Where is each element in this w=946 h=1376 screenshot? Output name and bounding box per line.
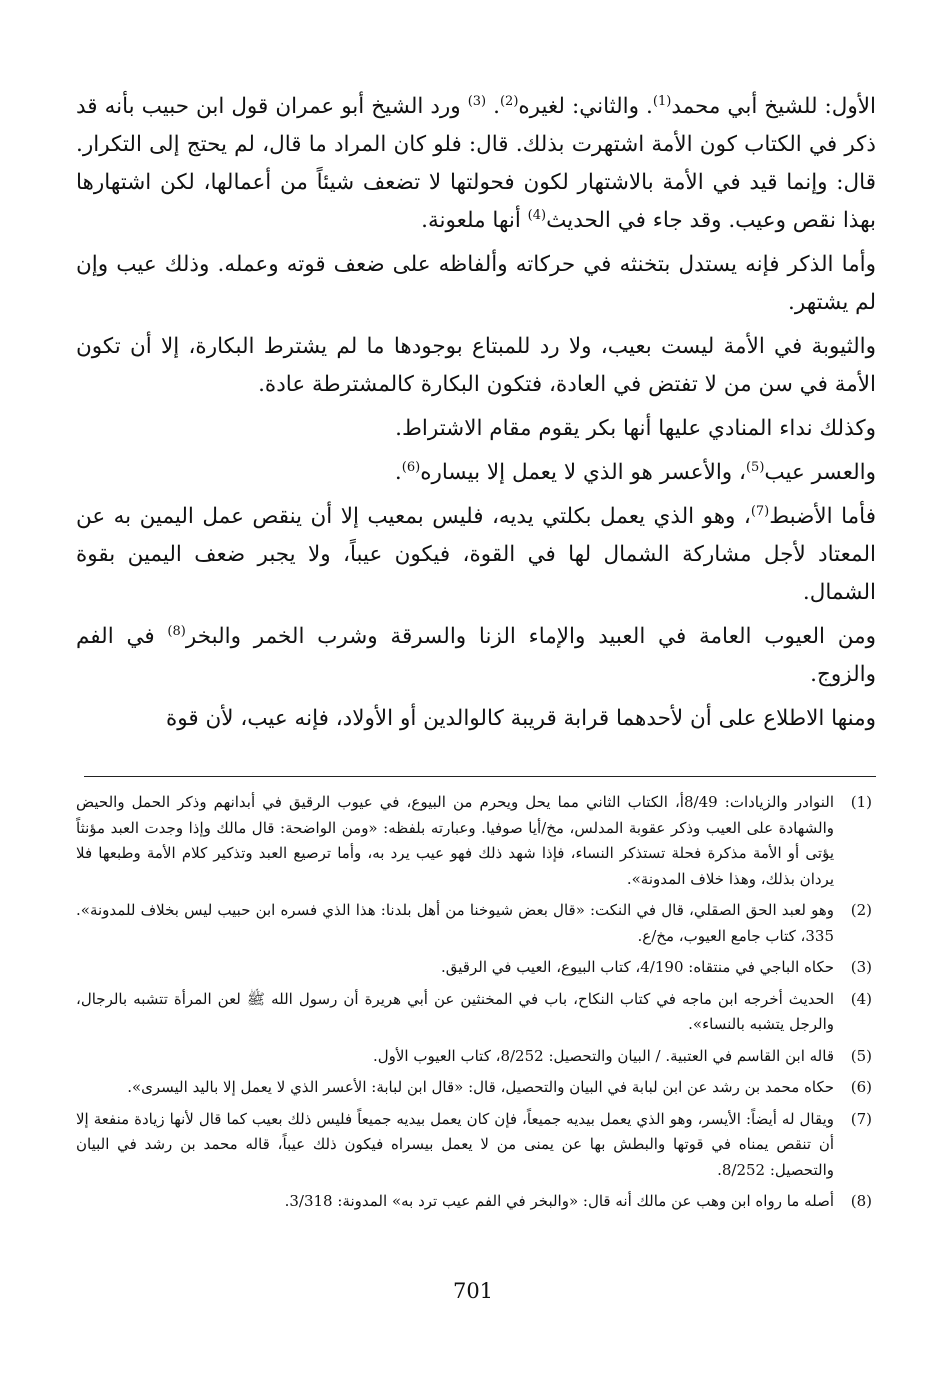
- footnote-marker: (2): [499, 93, 519, 109]
- paragraph-text: ومن العيوب العامة في العبيد والإماء الزنا والسرقة وشرب الخمر والبخر: [185, 624, 876, 649]
- footnote-divider: [84, 776, 876, 777]
- paragraph-text: . والثاني: لغيره: [518, 94, 653, 119]
- footnote: [76, 790, 876, 892]
- paragraph: [76, 328, 876, 404]
- footnote: [76, 1189, 876, 1215]
- paragraph-text: في الفم والزوج.: [76, 624, 876, 687]
- footnote-text: حكاه الباجي في منتقاه: 4/190، كتاب البيوع، العيب في الرقيق.: [441, 958, 834, 976]
- paragraph-text: .: [394, 460, 402, 485]
- paragraph-text: والعسر عيب: [764, 460, 876, 485]
- paragraph-text: الأول: للشيخ أبي محمد: [671, 94, 876, 119]
- paragraph-text: .: [486, 94, 500, 119]
- footnote-text: ويقال له أيضاً: الأيسر، وهو الذي يعمل بيديه جميعاً، فإن كان يعمل بيديه جميعاً فليس ذلك بعيب كما قال لأنها زيادة منفعة إلا أن تنقص يمناه في قوتها والبطش بها عن يمنى من لا يعمل بيسراه فيكون ذلك عيباً، قاله محمد بن رشد في البيان والتحصيل: 8/252.: [76, 1109, 834, 1179]
- footnote: [76, 1044, 876, 1070]
- footnote-marker: (5): [745, 459, 765, 475]
- paragraph-text: والثيوبة في الأمة ليست بعيب، ولا رد للمبتاع بوجودها ما لم يشترط البكارة، إلا أن تكون الأمة في سن من لا تفتض في العادة، فتكون البكارة كالمشترطة عادة.: [76, 334, 876, 397]
- footnote-number: (4): [850, 989, 872, 1008]
- footnote-text: وهو لعبد الحق الصقلي، قال في النكت: «قال بعض شيوخنا من أهل بلدنا: هذا الذي فسره ابن حبيب ليس بخلاف للمدونة». 335، كتاب جامع العيوب، مخ/ع.: [76, 901, 834, 945]
- footnote-text: الحديث أخرجه ابن ماجه في كتاب النكاح، باب في المخنثين عن أبي هريرة أن رسول الله ﷺ لعن المرأة تتشبه بالرجال، والرجل يتشبه بالنساء».: [76, 989, 834, 1033]
- footnote-text: قاله ابن القاسم في العتبية. / البيان والتحصيل: 8/252، كتاب العيوب الأول.: [372, 1046, 834, 1065]
- footnote-number: (1): [850, 793, 872, 811]
- paragraph-text: وأما الذكر فإنه يستدل بتخنثه في حركاته وألفاظه على ضعف قوته وعمله. وذلك عيب وإن لم يشتهر.: [76, 252, 876, 315]
- paragraph-text: ، وهو الذي يعمل بكلتي يديه، فليس بمعيب إلا أن ينقص عمل اليمين به عن المعتاد لأجل مشاركة الشمال لها في القوة، فيكون عيباً، ولا يجبر ضعف اليمين بقوة الشمال.: [76, 504, 876, 605]
- footnote-text: النوادر والزيادات: 8/49أ، الكتاب الثاني مما يحل ويحرم من البيوع، في عيوب الرقيق في أبدانهم وذكر الحمل والحيض والشهادة على العيب وذكر عقوبة المدلس، مخ/أيا صوفيا. وعبارته بلفظه: «ومن الواضحة: قال مالك وإذا وجدت العبد مؤنثاً يؤتى أو الأمة مذكرة فحلة تستذكر النساء، فإذا شهد ذلك فهو عيب يرد به، وأما ترصيع العبد وتذكير كلام الأمة وطبعها فلا يردان بذلك، وهذا خلاف المدونة».: [76, 793, 835, 888]
- footnote: [76, 1107, 876, 1184]
- footnote-number: (5): [850, 1046, 872, 1065]
- paragraph: [76, 88, 876, 240]
- paragraph-text: فأما الأضبط: [769, 504, 876, 529]
- main-text: [76, 88, 876, 738]
- paragraph: [76, 246, 876, 322]
- paragraph: [76, 618, 876, 694]
- footnote-number: (6): [850, 1078, 872, 1096]
- footnote-number: (7): [850, 1109, 872, 1128]
- footnote-marker: (3): [467, 93, 487, 109]
- paragraph: [76, 410, 876, 448]
- paragraph: [76, 700, 876, 738]
- paragraph-text: ، والأعسر هو الذي لا يعمل إلا بيساره: [420, 460, 746, 485]
- paragraph: [76, 498, 876, 612]
- footnotes: [76, 790, 876, 1221]
- book-page: [76, 88, 876, 1376]
- footnote-number: (3): [850, 958, 872, 976]
- footnote-number: (2): [850, 901, 872, 919]
- footnote: [76, 987, 876, 1038]
- footnote-text: أصله ما رواه ابن وهب عن مالك أنه قال: «والبخر في الفم عيب ترد به» المدونة: 3/318.: [284, 1192, 834, 1210]
- footnote: [76, 1075, 876, 1101]
- footnote-marker: (8): [167, 623, 186, 639]
- footnote-text: حكاه محمد بن رشد عن ابن لبابة في البيان والتحصيل، قال: «قال ابن لبابة: الأعسر الذي لا يعمل إلا باليد اليسرى».: [127, 1078, 834, 1096]
- footnote: [76, 898, 876, 949]
- paragraph-text: ومنها الاطلاع على أن لأحدهما قرابة قريبة كالوالدين أو الأولاد، فإنه عيب، لأن قوة: [165, 706, 876, 731]
- footnote-marker: (6): [401, 459, 421, 475]
- footnote-marker: (7): [750, 503, 770, 519]
- footnote-number: (8): [850, 1192, 872, 1210]
- footnote: [76, 955, 876, 981]
- paragraph-text: ورد الشيخ أبو عمران قول ابن حبيب بأنه قد ذكر في الكتاب كون الأمة اشتهرت بذلك. قال: فلو كان المراد ما قال، لم يحتج إلى التكرار. قال: وإنما قيد في الأمة بالاشتهار لكون فحولتها لا تضعف شيئاً من أعمالها، لكن اشتهارها بهذا نقص وعيب. وقد جاء في الحديث: [76, 94, 876, 233]
- footnote-marker: (1): [652, 93, 672, 109]
- paragraph: [76, 454, 876, 492]
- footnote-marker: (4): [527, 207, 547, 223]
- paragraph-text: أنها ملعونة.: [421, 208, 528, 233]
- page-number: 701: [452, 1279, 494, 1303]
- paragraph-text: وكذلك نداء المنادي عليها أنها بكر يقوم مقام الاشتراط.: [395, 416, 876, 441]
